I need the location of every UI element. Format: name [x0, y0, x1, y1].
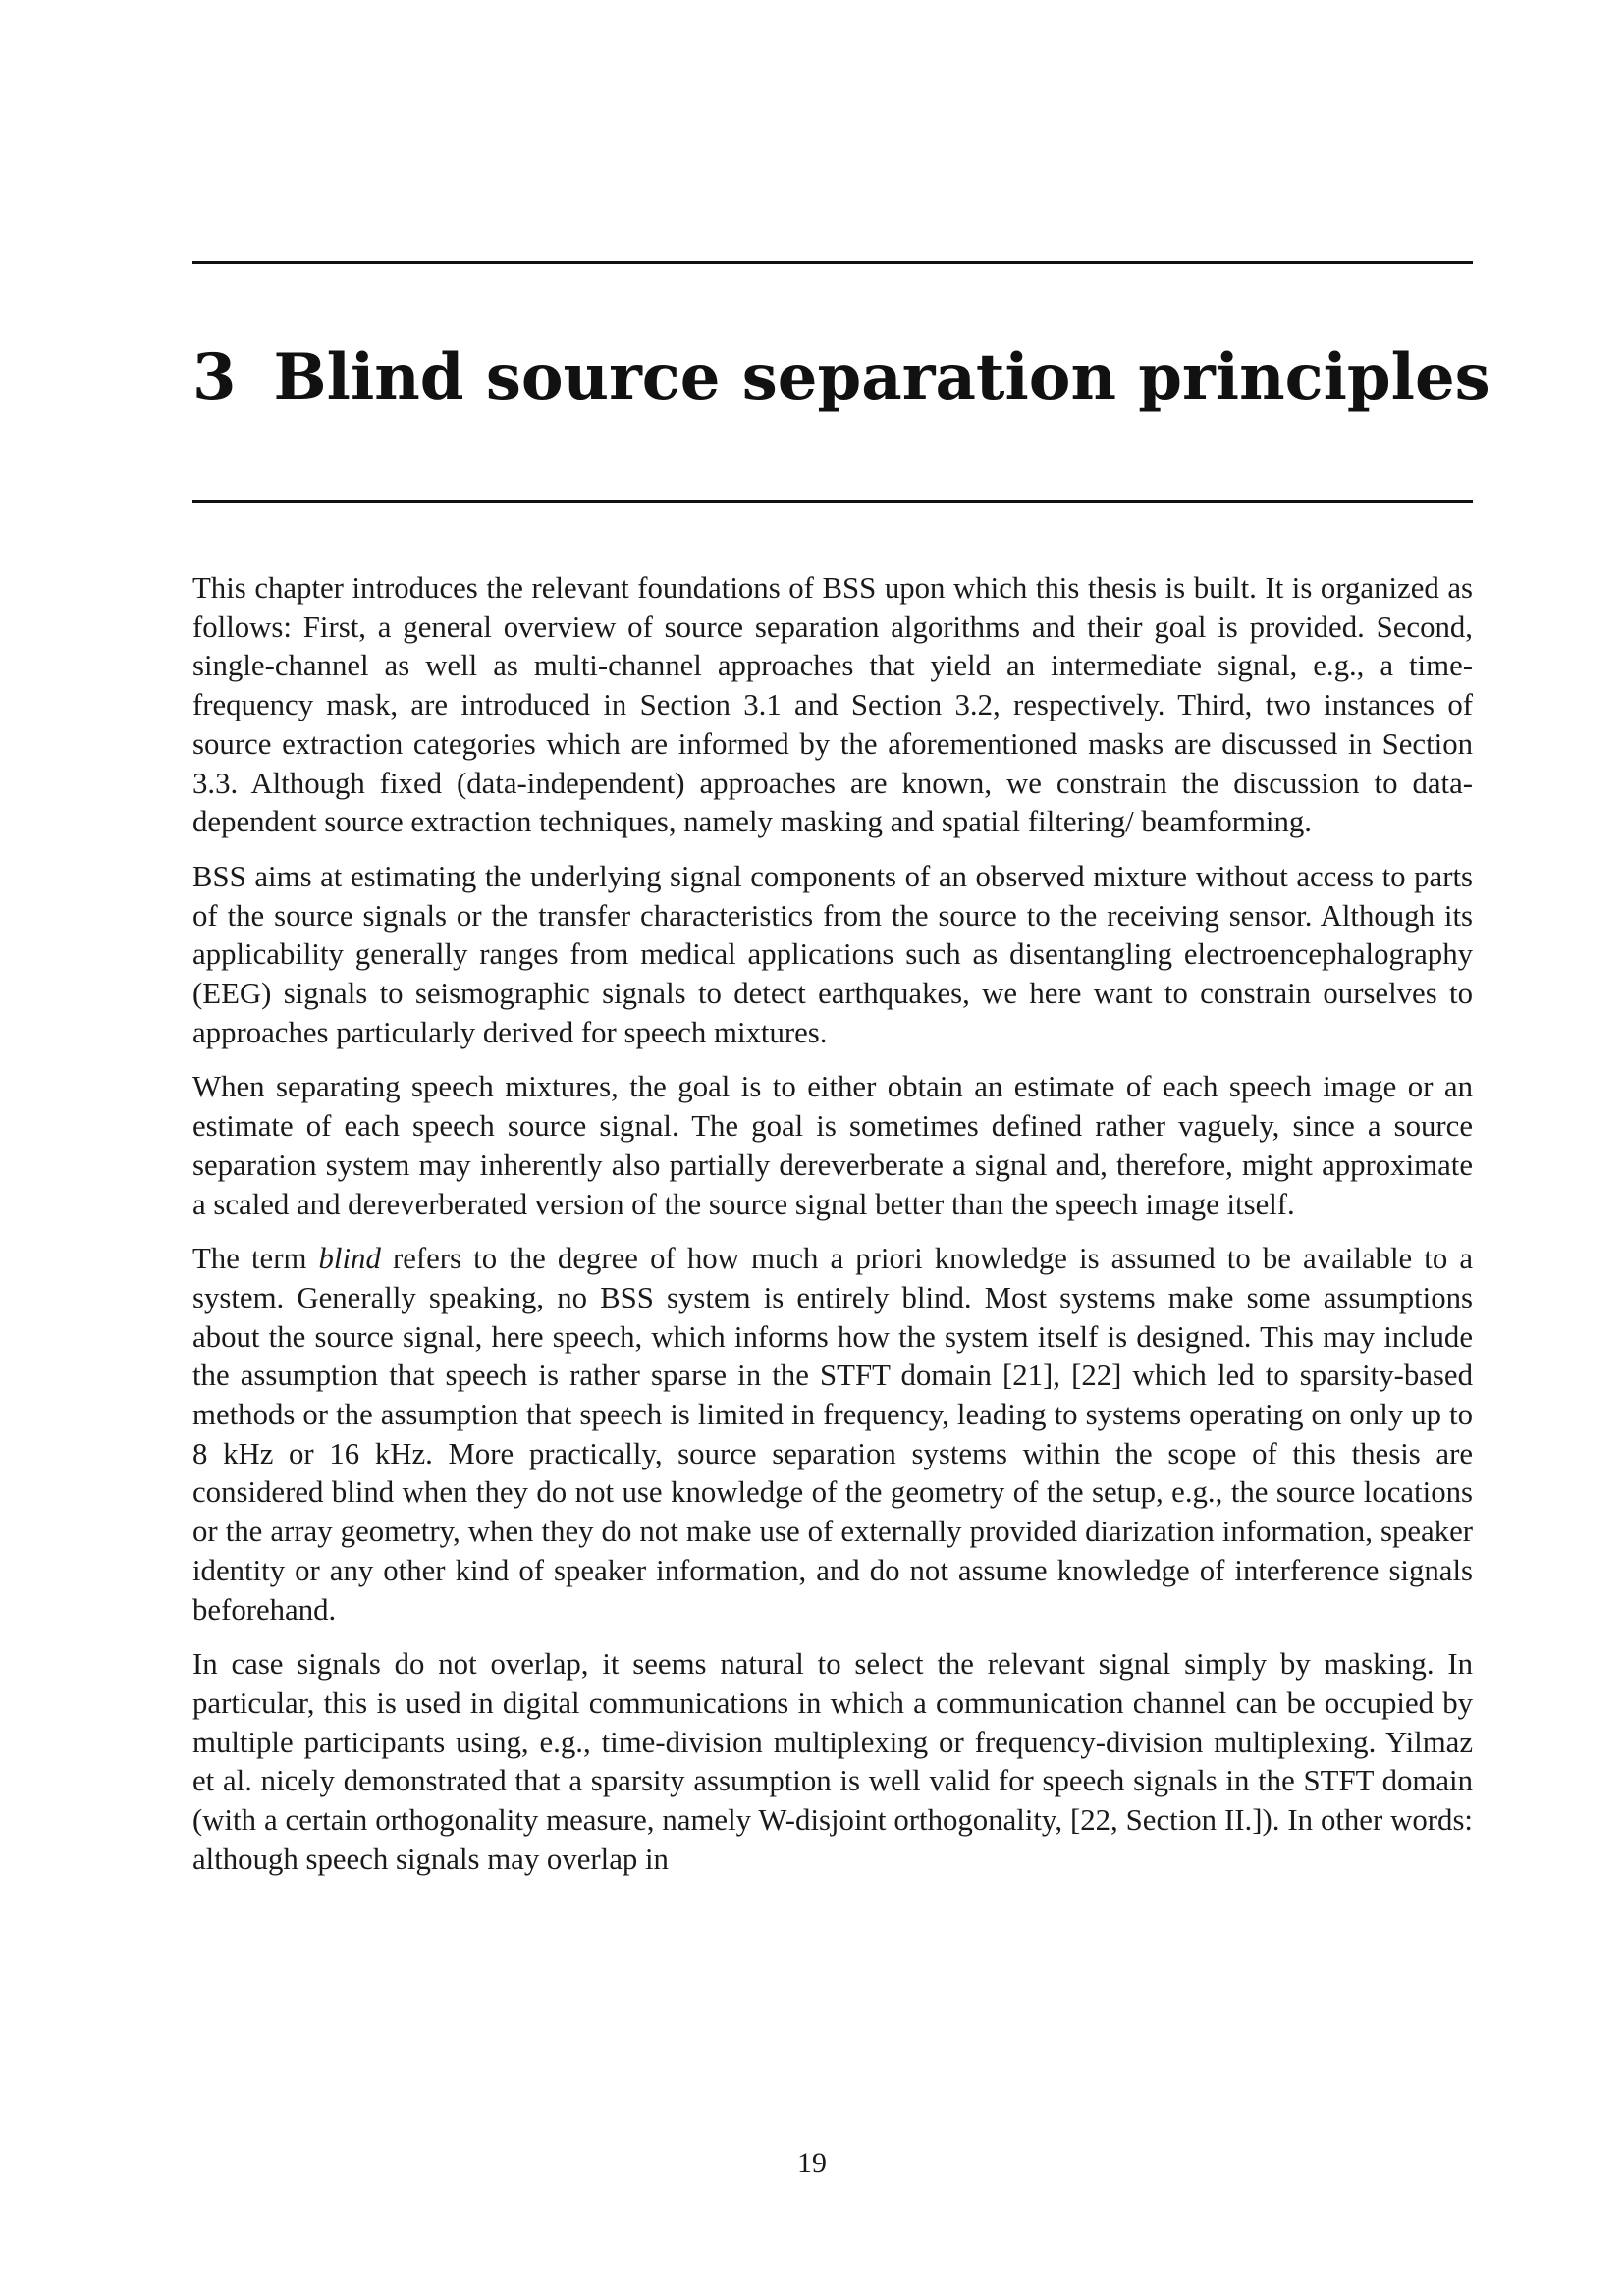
term-blind-emphasis: blind: [318, 1242, 381, 1276]
paragraph-term-blind: [192, 1240, 1473, 1629]
paragraph-bss-aims: BSS aims at estimating the underlying signal components of an observed mixture without access to parts of the source signals or the transfer characteristics from the source to the receiving sensor. Although its applicability generally ranges from medical applications such as disentangling electroencephalography (EEG) signals to seismographic signals to detect earthquakes, we here want to constrain ourselves to approaches particularly derived for speech mixtures.: [192, 859, 1473, 1049]
chapter-heading: [192, 339, 1490, 417]
paragraph-intro: This chapter introduces the relevant foundations of BSS upon which this thesis is built. It is organized as follows: First, a general overview of source separation algorithms and their goal is provided. Second, single-channel as well as multi-channel approaches that yield an intermediate signal, e.g., a time-frequency mask, are introduced in Section 3.1 and Section 3.2, respectively. Third, two instances of source extraction categories which are informed by the aforementioned masks are discussed in Section 3.3. Although fixed (data-independent) approaches are known, we constrain the discussion to data-dependent source extraction techniques, namely masking and spatial filtering/ beamforming.: [192, 571, 1473, 839]
paragraph-speech-mixtures: When separating speech mixtures, the goal is to either obtain an estimate of each speech image or an estimate of each speech source signal. The goal is sometimes defined rather vaguely, since a source separation system may inherently also partially dereverberate a signal and, therefore, might approximate a scaled and dereverberated version of the source signal better than the speech image itself.: [192, 1070, 1473, 1221]
body-text: [192, 569, 1473, 1896]
chapter-number: 3: [192, 341, 237, 414]
heading-rule-top: [192, 261, 1473, 264]
chapter-title: Blind source separation principles: [273, 341, 1490, 414]
heading-rule-bottom: [192, 500, 1473, 503]
page-number: 19: [797, 2147, 827, 2179]
paragraph-term-blind-rest: refers to the degree of how much a priori knowledge is assumed to be available to a system. Generally speaking, no BSS system is entirely blind. Most systems make some assumptions about the source signal, here speech, which informs how the system itself is designed. This may include the assumption that speech is rather sparse in the STFT domain [21], [22] which led to sparsity-based methods or the assumption that speech is limited in frequency, leading to systems operating on only up to 8 kHz or 16 kHz. More practically, source separation systems within the scope of this thesis are considered blind when they do not use knowledge of the geometry of the setup, e.g., the source locations or the array geometry, when they do not make use of externally provided diarization information, speaker identity or any other kind of speaker information, and do not assume knowledge of interference signals beforehand.: [192, 1242, 1474, 1627]
paragraph-term-blind-lead: The term: [192, 1242, 319, 1276]
paragraph-masking: In case signals do not overlap, it seems natural to select the relevant signal simply by masking. In particular, this is used in digital communications in which a communication channel can be occupied by multiple participants using, e.g., time-division multiplexing or frequency-division multiplexing. Yilmaz et al. nicely demonstrated that a sparsity assumption is well valid for speech signals in the STFT domain (with a certain orthogonality measure, namely W-disjoint orthogonality, [22, Section II.]). In other words: although speech signals may overlap in: [192, 1647, 1473, 1876]
